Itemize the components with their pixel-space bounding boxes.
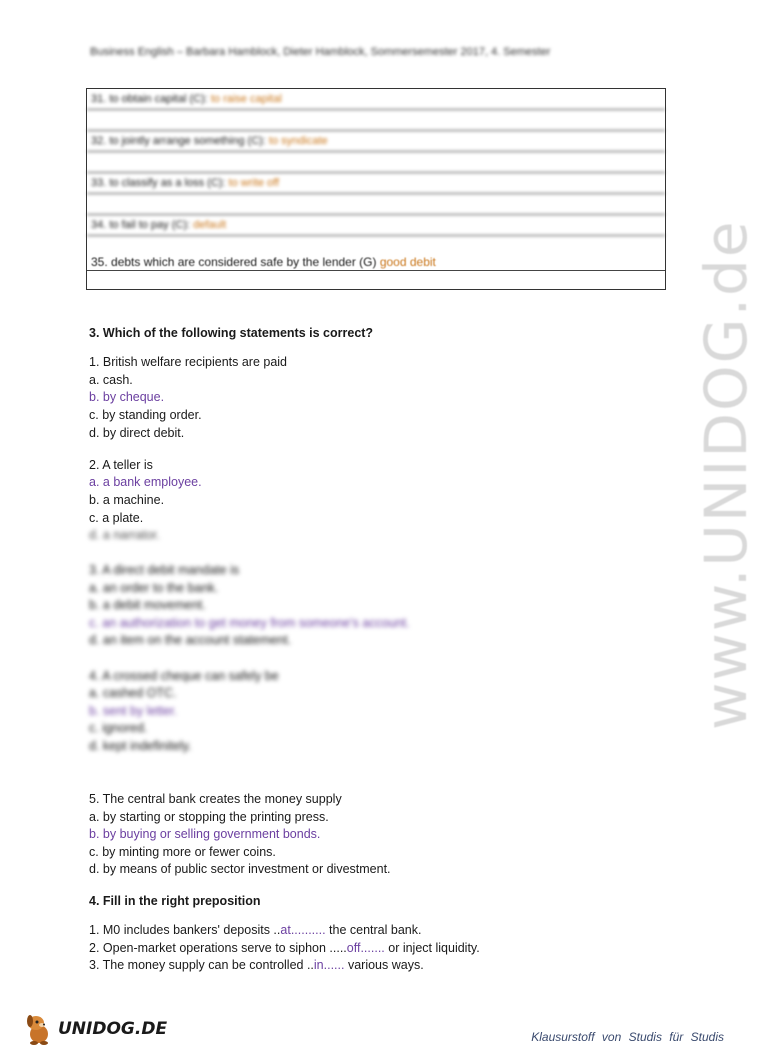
section-4-title: 4. Fill in the right preposition bbox=[89, 894, 261, 908]
vocab-row: 32. to jointly arrange something (C): to syndicate bbox=[87, 131, 665, 152]
fill-item: 1. M0 includes bankers' deposits ..at.......... the central bank. bbox=[89, 923, 422, 937]
option: b. a debit movement. bbox=[89, 598, 206, 612]
vocab-row-blank bbox=[87, 152, 665, 173]
vocab-table bbox=[86, 88, 666, 290]
question-4: 4. A crossed cheque can safely be bbox=[89, 669, 279, 683]
vocab-row-blank bbox=[87, 194, 665, 215]
option: b. a machine. bbox=[89, 493, 165, 507]
logo-text: UNIDOG.DE bbox=[58, 1019, 168, 1039]
vocab-row-blank bbox=[87, 271, 665, 289]
option-correct: c. an authorization to get money from someone's account. bbox=[89, 616, 410, 630]
question-1: 1. British welfare recipients are paid bbox=[89, 355, 288, 369]
section-3-title: 3. Which of the following statements is correct? bbox=[89, 326, 374, 340]
option-correct: a. a bank employee. bbox=[89, 475, 202, 489]
question-5: 5. The central bank creates the money supply bbox=[89, 792, 342, 806]
option: d. kept indefinitely. bbox=[89, 739, 192, 753]
dog-icon bbox=[24, 1012, 54, 1046]
option-correct: b. sent by letter. bbox=[89, 704, 178, 718]
option: d. a narrator. bbox=[89, 528, 160, 542]
option: d. by means of public sector investment or divestment. bbox=[89, 862, 391, 876]
fill-item: 2. Open-market operations serve to siphon .....off....... or inject liquidity. bbox=[89, 941, 480, 955]
option: d. by direct debit. bbox=[89, 426, 185, 440]
fill-item: 3. The money supply can be controlled ..in...... various ways. bbox=[89, 958, 424, 972]
vocab-row: 35. debts which are considered safe by the lender (G) good debit bbox=[87, 256, 665, 271]
option-correct: b. by cheque. bbox=[89, 390, 165, 404]
option: a. cash. bbox=[89, 373, 133, 387]
option-correct: b. by buying or selling government bonds. bbox=[89, 827, 321, 841]
question-2: 2. A teller is bbox=[89, 458, 153, 472]
option: c. by standing order. bbox=[89, 408, 202, 422]
option: a. an order to the bank. bbox=[89, 581, 219, 595]
watermark-text: www.UNIDOG.de bbox=[692, 219, 760, 730]
vocab-row-blank bbox=[87, 110, 665, 131]
vocab-row: 31. to obtain capital (C): to raise capital bbox=[87, 89, 665, 110]
option: c. a plate. bbox=[89, 511, 144, 525]
option: c. ignored. bbox=[89, 721, 148, 735]
vocab-row: 33. to classify as a loss (C): to write off bbox=[87, 173, 665, 194]
unidog-logo bbox=[24, 1012, 167, 1046]
vocab-row: 34. to fail to pay (C): default bbox=[87, 215, 665, 236]
option: c. by minting more or fewer coins. bbox=[89, 845, 276, 859]
document-header: Business English – Barbara Hamblock, Dieter Hamblock, Sommersemester 2017, 4. Semester bbox=[90, 46, 551, 58]
vocab-row-blank bbox=[87, 236, 665, 256]
question-3: 3. A direct debit mandate is bbox=[89, 563, 240, 577]
footer-tagline: Klausurstoff von Studis für Studis bbox=[531, 1030, 724, 1044]
option: a. cashed OTC. bbox=[89, 686, 177, 700]
option: d. an item on the account statement. bbox=[89, 633, 292, 647]
vocab-table-blurred-part bbox=[87, 89, 665, 256]
option: a. by starting or stopping the printing press. bbox=[89, 810, 329, 824]
